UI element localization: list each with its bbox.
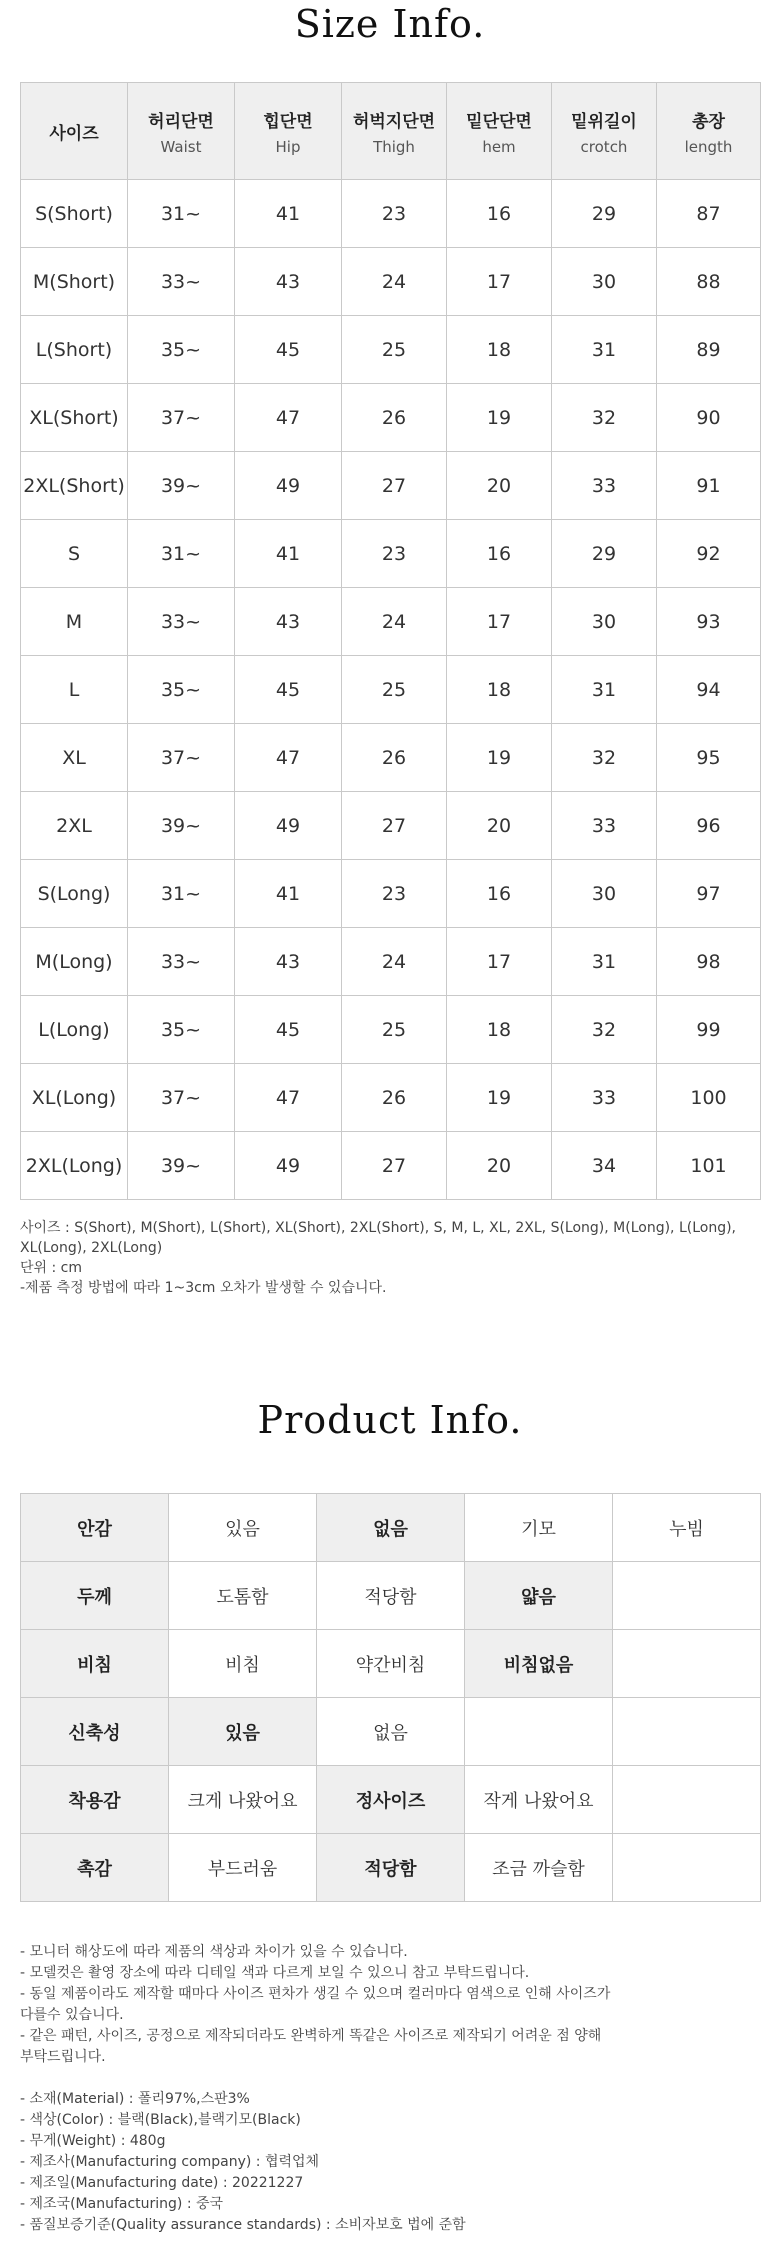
size-value-cell: 41 — [235, 520, 342, 588]
size-value-cell: 20 — [447, 452, 552, 520]
product-option-cell: 없음 — [317, 1698, 465, 1766]
size-value-cell: 18 — [447, 656, 552, 724]
size-header-cell — [342, 83, 447, 180]
size-value-cell: 16 — [447, 180, 552, 248]
size-row — [21, 520, 761, 588]
size-value-cell: 20 — [447, 792, 552, 860]
spec-line: - 색상(Color) : 블랙(Black),블랙기모(Black) — [20, 2112, 301, 2128]
product-info-title: Product Info. — [257, 1398, 523, 1442]
size-value-cell: 33 — [552, 1064, 657, 1132]
size-value-cell: 89 — [657, 316, 761, 384]
size-row — [21, 860, 761, 928]
size-value-cell: 49 — [235, 452, 342, 520]
size-value-cell: 39~ — [128, 1132, 235, 1200]
product-row — [21, 1494, 761, 1562]
size-table — [20, 82, 761, 1200]
product-table — [20, 1493, 761, 1902]
product-option-cell: 도톰함 — [169, 1562, 317, 1630]
size-row — [21, 180, 761, 248]
size-value-cell: 18 — [447, 996, 552, 1064]
size-value-cell: 27 — [342, 792, 447, 860]
size-value-cell: 30 — [552, 588, 657, 656]
size-value-cell: 49 — [235, 792, 342, 860]
size-note-line: 단위 : cm — [20, 1260, 83, 1276]
size-value-cell: 24 — [342, 588, 447, 656]
size-value-cell: 98 — [657, 928, 761, 996]
spec-line: - 소재(Material) : 폴리97%,스판3% — [20, 2091, 250, 2107]
size-value-cell: 35~ — [128, 316, 235, 384]
size-row — [21, 656, 761, 724]
size-value-cell: 49 — [235, 1132, 342, 1200]
size-value-cell: 17 — [447, 588, 552, 656]
size-header-ko: 밑단단면 — [466, 111, 532, 132]
size-row — [21, 384, 761, 452]
size-row — [21, 792, 761, 860]
product-option-cell: 비침 — [169, 1630, 317, 1698]
size-value-cell: 37~ — [128, 384, 235, 452]
product-option-cell: 있음 — [169, 1698, 317, 1766]
size-label-cell: M(Short) — [21, 248, 128, 316]
size-header-ko: 밑위길이 — [571, 111, 637, 132]
product-option-cell: 얇음 — [465, 1562, 613, 1630]
size-value-cell: 32 — [552, 724, 657, 792]
size-header-cell — [235, 83, 342, 180]
product-option-cell — [613, 1698, 761, 1766]
product-attribute-cell: 촉감 — [21, 1834, 169, 1902]
size-label-cell: S(Short) — [21, 180, 128, 248]
size-value-cell: 26 — [342, 1064, 447, 1132]
size-value-cell: 91 — [657, 452, 761, 520]
size-value-cell: 35~ — [128, 996, 235, 1064]
size-value-cell: 100 — [657, 1064, 761, 1132]
size-value-cell: 33~ — [128, 928, 235, 996]
product-attribute-cell: 신축성 — [21, 1698, 169, 1766]
size-row — [21, 1064, 761, 1132]
product-option-cell: 있음 — [169, 1494, 317, 1562]
size-header-en: hem — [482, 137, 516, 156]
product-option-cell: 적당함 — [317, 1562, 465, 1630]
size-label-cell: S(Long) — [21, 860, 128, 928]
size-value-cell: 94 — [657, 656, 761, 724]
disclaimer-line: 부탁드립니다. — [20, 2049, 106, 2065]
size-value-cell: 25 — [342, 656, 447, 724]
size-label-cell: 2XL(Long) — [21, 1132, 128, 1200]
size-value-cell: 33~ — [128, 248, 235, 316]
size-value-cell: 31 — [552, 656, 657, 724]
disclaimer-line: - 같은 패턴, 사이즈, 공정으로 제작되더라도 완벽하게 똑같은 사이즈로 제작되기 어려운 점 양해 — [20, 2028, 602, 2044]
size-value-cell: 19 — [447, 724, 552, 792]
size-header-en: Hip — [275, 137, 301, 156]
spec-line: - 품질보증기준(Quality assurance standards) : 소비자보호 법에 준함 — [20, 2217, 466, 2233]
size-value-cell: 32 — [552, 996, 657, 1064]
size-value-cell: 31~ — [128, 860, 235, 928]
product-option-cell: 조금 까슬함 — [465, 1834, 613, 1902]
size-value-cell: 37~ — [128, 1064, 235, 1132]
size-header-en: Waist — [160, 137, 202, 156]
size-row — [21, 452, 761, 520]
size-value-cell: 90 — [657, 384, 761, 452]
size-value-cell: 17 — [447, 928, 552, 996]
size-table-header — [21, 83, 761, 180]
size-value-cell: 19 — [447, 384, 552, 452]
size-value-cell: 35~ — [128, 656, 235, 724]
size-row — [21, 248, 761, 316]
size-header-en: length — [684, 137, 733, 156]
size-value-cell: 47 — [235, 1064, 342, 1132]
spacer — [20, 2068, 720, 2089]
size-value-cell: 93 — [657, 588, 761, 656]
size-header-cell — [552, 83, 657, 180]
size-value-cell: 43 — [235, 928, 342, 996]
size-value-cell: 33~ — [128, 588, 235, 656]
size-value-cell: 31~ — [128, 520, 235, 588]
product-option-cell: 부드러움 — [169, 1834, 317, 1902]
size-value-cell: 26 — [342, 724, 447, 792]
product-attribute-cell: 착용감 — [21, 1766, 169, 1834]
size-value-cell: 23 — [342, 180, 447, 248]
product-attribute-cell: 안감 — [21, 1494, 169, 1562]
spec-line: - 제조국(Manufacturing) : 중국 — [20, 2196, 224, 2212]
size-label-cell: L(Short) — [21, 316, 128, 384]
size-value-cell: 29 — [552, 520, 657, 588]
size-value-cell: 19 — [447, 1064, 552, 1132]
size-value-cell: 30 — [552, 248, 657, 316]
size-value-cell: 39~ — [128, 452, 235, 520]
size-value-cell: 37~ — [128, 724, 235, 792]
size-label-cell: S — [21, 520, 128, 588]
disclaimer-line: - 모니터 해상도에 따라 제품의 색상과 차이가 있을 수 있습니다. — [20, 1944, 408, 1960]
product-row — [21, 1630, 761, 1698]
size-value-cell: 43 — [235, 248, 342, 316]
product-row — [21, 1834, 761, 1902]
size-value-cell: 18 — [447, 316, 552, 384]
product-option-cell: 정사이즈 — [317, 1766, 465, 1834]
size-value-cell: 95 — [657, 724, 761, 792]
product-option-cell — [613, 1834, 761, 1902]
size-value-cell: 25 — [342, 316, 447, 384]
product-row — [21, 1562, 761, 1630]
size-value-cell: 16 — [447, 860, 552, 928]
size-note-line: 사이즈 : S(Short), M(Short), L(Short), XL(Short), 2XL(Short), S, M, L, XL, 2XL, S(Long), M(Long), L(Long), XL(Long), 2XL(Long) — [20, 1220, 736, 1256]
product-option-cell — [613, 1562, 761, 1630]
size-value-cell: 101 — [657, 1132, 761, 1200]
size-value-cell: 87 — [657, 180, 761, 248]
product-option-cell — [613, 1766, 761, 1834]
product-option-cell: 작게 나왔어요 — [465, 1766, 613, 1834]
product-attribute-cell: 두께 — [21, 1562, 169, 1630]
disclaimer-line: - 모델컷은 촬영 장소에 따라 디테일 색과 다르게 보일 수 있으니 참고 부탁드립니다. — [20, 1965, 530, 1981]
size-label-cell: XL(Short) — [21, 384, 128, 452]
size-value-cell: 24 — [342, 928, 447, 996]
size-value-cell: 45 — [235, 316, 342, 384]
size-label-cell: 2XL — [21, 792, 128, 860]
size-value-cell: 23 — [342, 860, 447, 928]
size-value-cell: 24 — [342, 248, 447, 316]
spec-line: - 제조일(Manufacturing date) : 20221227 — [20, 2175, 304, 2191]
size-row — [21, 316, 761, 384]
disclaimer-line: - 동일 제품이라도 제작할 때마다 사이즈 편차가 생길 수 있으며 컬러마다 염색으로 인해 사이즈가 — [20, 1986, 611, 2002]
size-value-cell: 34 — [552, 1132, 657, 1200]
product-option-cell: 크게 나왔어요 — [169, 1766, 317, 1834]
size-header-cell — [657, 83, 761, 180]
size-table-body — [21, 180, 761, 1200]
size-info-title: Size Info. — [294, 2, 486, 46]
product-row — [21, 1766, 761, 1834]
size-header-en: Thigh — [373, 137, 415, 156]
size-value-cell: 26 — [342, 384, 447, 452]
product-option-cell — [613, 1630, 761, 1698]
size-value-cell: 27 — [342, 1132, 447, 1200]
size-header-ko: 총장 — [692, 111, 725, 132]
size-value-cell: 30 — [552, 860, 657, 928]
product-option-cell: 약간비침 — [317, 1630, 465, 1698]
size-value-cell: 23 — [342, 520, 447, 588]
size-header-ko: 힙단면 — [263, 111, 313, 132]
size-header-cell — [21, 83, 128, 180]
size-header-ko: 사이즈 — [49, 123, 99, 144]
size-value-cell: 99 — [657, 996, 761, 1064]
size-label-cell: 2XL(Short) — [21, 452, 128, 520]
size-note-line: -제품 측정 방법에 따라 1~3cm 오차가 발생할 수 있습니다. — [20, 1280, 387, 1296]
size-header-cell — [128, 83, 235, 180]
size-label-cell: XL — [21, 724, 128, 792]
disclaimer-notes — [20, 1942, 720, 2236]
size-value-cell: 31 — [552, 928, 657, 996]
size-label-cell: M — [21, 588, 128, 656]
size-row — [21, 928, 761, 996]
size-value-cell: 33 — [552, 792, 657, 860]
spec-line: - 제조사(Manufacturing company) : 협력업체 — [20, 2154, 320, 2170]
size-value-cell: 47 — [235, 384, 342, 452]
product-option-cell: 적당함 — [317, 1834, 465, 1902]
product-attribute-cell: 비침 — [21, 1630, 169, 1698]
product-option-cell: 기모 — [465, 1494, 613, 1562]
size-label-cell: L(Long) — [21, 996, 128, 1064]
size-value-cell: 31 — [552, 316, 657, 384]
size-value-cell: 92 — [657, 520, 761, 588]
disclaimer-line: 다를수 있습니다. — [20, 2007, 124, 2023]
size-value-cell: 41 — [235, 180, 342, 248]
size-row — [21, 724, 761, 792]
size-row — [21, 996, 761, 1064]
size-value-cell: 25 — [342, 996, 447, 1064]
size-value-cell: 31~ — [128, 180, 235, 248]
spec-line: - 무게(Weight) : 480g — [20, 2133, 166, 2149]
size-value-cell: 27 — [342, 452, 447, 520]
size-value-cell: 32 — [552, 384, 657, 452]
product-table-body — [21, 1494, 761, 1902]
size-label-cell: L — [21, 656, 128, 724]
size-value-cell: 47 — [235, 724, 342, 792]
size-value-cell: 97 — [657, 860, 761, 928]
size-row — [21, 1132, 761, 1200]
size-value-cell: 45 — [235, 656, 342, 724]
size-value-cell: 45 — [235, 996, 342, 1064]
size-header-en: crotch — [580, 137, 628, 156]
size-notes — [20, 1218, 765, 1298]
size-value-cell: 88 — [657, 248, 761, 316]
size-header-ko: 허리단면 — [148, 111, 214, 132]
size-value-cell: 29 — [552, 180, 657, 248]
size-value-cell: 43 — [235, 588, 342, 656]
size-value-cell: 20 — [447, 1132, 552, 1200]
size-value-cell: 33 — [552, 452, 657, 520]
size-value-cell: 41 — [235, 860, 342, 928]
product-option-cell — [465, 1698, 613, 1766]
size-value-cell: 16 — [447, 520, 552, 588]
size-label-cell: M(Long) — [21, 928, 128, 996]
size-row — [21, 588, 761, 656]
size-value-cell: 39~ — [128, 792, 235, 860]
product-option-cell: 비침없음 — [465, 1630, 613, 1698]
size-value-cell: 96 — [657, 792, 761, 860]
size-header-cell — [447, 83, 552, 180]
product-option-cell: 없음 — [317, 1494, 465, 1562]
size-label-cell: XL(Long) — [21, 1064, 128, 1132]
product-option-cell: 누빔 — [613, 1494, 761, 1562]
size-header-ko: 허벅지단면 — [352, 111, 436, 132]
size-value-cell: 17 — [447, 248, 552, 316]
product-row — [21, 1698, 761, 1766]
